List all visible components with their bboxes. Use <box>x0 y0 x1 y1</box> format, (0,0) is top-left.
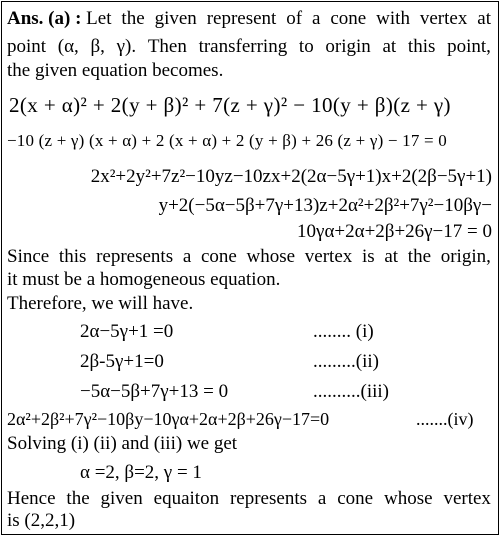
condition-i-tag: ........ (i) <box>313 321 374 342</box>
since-word: origin, <box>440 246 491 267</box>
answer-label: Ans. (a) : <box>7 8 82 29</box>
intro-word: transferring <box>198 36 288 57</box>
expanded-equation-line-3: 10γα+2α+2β+26γ−17 = 0 <box>297 221 492 242</box>
since-word: at <box>384 246 399 267</box>
intro-word: the <box>121 8 145 29</box>
conclusion-word: cone <box>337 488 374 509</box>
condition-i: 2α−5γ+1 =0 <box>80 321 174 342</box>
conclusion-word: vertex <box>443 488 491 509</box>
intro-line-1 <box>7 8 491 30</box>
conclusion-line-1 <box>7 488 491 510</box>
conclusion-word: given <box>100 488 143 509</box>
expanded-equation-line-1: 2x²+2y²+7z²−10yz−10zx+2(2α−5γ+1)x+2(2β−5γ+1) <box>90 166 492 187</box>
intro-word: (α, <box>57 36 79 57</box>
intro-line-3: the given equation becomes. <box>7 60 224 81</box>
condition-iv: 2α²+2β²+7γ²−10βy−10γα+2α+2β+26γ−17=0 <box>7 409 330 429</box>
conclusion-word: whose <box>383 488 433 509</box>
solving-line: Solving (i) (ii) and (iii) we get <box>7 433 238 454</box>
intro-word: cone <box>330 8 367 29</box>
intro-word: a <box>312 8 321 29</box>
since-word: vertex <box>304 246 353 267</box>
intro-word: to <box>298 36 314 57</box>
intro-word: point, <box>447 36 491 57</box>
conclusion-word: a <box>317 488 327 509</box>
since-line-1 <box>7 246 491 268</box>
since-word: whose <box>246 246 296 267</box>
intro-word: at <box>477 8 491 29</box>
since-word: a <box>182 246 192 267</box>
conclusion-word: represents <box>229 488 307 509</box>
intro-word: point <box>7 36 47 57</box>
intro-word: represent <box>206 8 277 29</box>
conclusion-word: Hence <box>7 488 56 509</box>
answer-box <box>1 1 499 535</box>
condition-ii: 2β-5γ+1=0 <box>80 351 164 372</box>
conclusion-line-2: is (2,2,1) <box>7 510 76 531</box>
expanded-equation-line-2: y+2(−5α−5β+7γ+13)z+2α²+2β²+7γ²−10βγ− <box>158 195 492 216</box>
since-word: the <box>407 246 432 267</box>
condition-ii-tag: .........(ii) <box>313 351 379 372</box>
intro-word: with <box>376 8 410 29</box>
intro-word: Let <box>86 8 112 29</box>
since-word: is <box>361 246 375 267</box>
intro-word: β, <box>90 36 105 57</box>
since-word: cone <box>200 246 237 267</box>
condition-iii-tag: ..........(iii) <box>313 381 389 402</box>
conclusion-word: equaiton <box>153 488 220 509</box>
intro-line-1-start <box>7 8 112 30</box>
solution-line: α =2, β=2, γ = 1 <box>80 462 202 483</box>
intro-word: this <box>407 36 436 57</box>
intro-word: vertex <box>419 8 468 29</box>
since-line-2: it must be a homogeneous equation. <box>7 269 281 290</box>
intro-word: Then <box>147 36 187 57</box>
since-word: represents <box>96 246 174 267</box>
intro-line-2 <box>7 36 491 58</box>
intro-word: of <box>286 8 303 29</box>
since-word: this <box>58 246 87 267</box>
intro-word: γ). <box>116 36 137 57</box>
given-equation-line-1: 2(x + α)² + 2(y + β)² + 7(z + γ)² − 10(y + β)(z + γ) <box>9 93 451 117</box>
intro-word: at <box>382 36 397 57</box>
intro-word: given <box>154 8 197 29</box>
condition-iii: −5α−5β+7γ+13 = 0 <box>80 381 229 402</box>
condition-iv-tag: .......(iv) <box>416 409 474 429</box>
therefore-line: Therefore, we will have. <box>7 293 194 314</box>
since-word: Since <box>7 246 50 267</box>
given-equation-line-2: −10 (z + γ) (x + α) + 2 (x + α) + 2 (y + β) + 26 (z + γ) − 17 = 0 <box>7 131 447 150</box>
conclusion-word: the <box>66 488 90 509</box>
intro-word: origin <box>325 36 371 57</box>
